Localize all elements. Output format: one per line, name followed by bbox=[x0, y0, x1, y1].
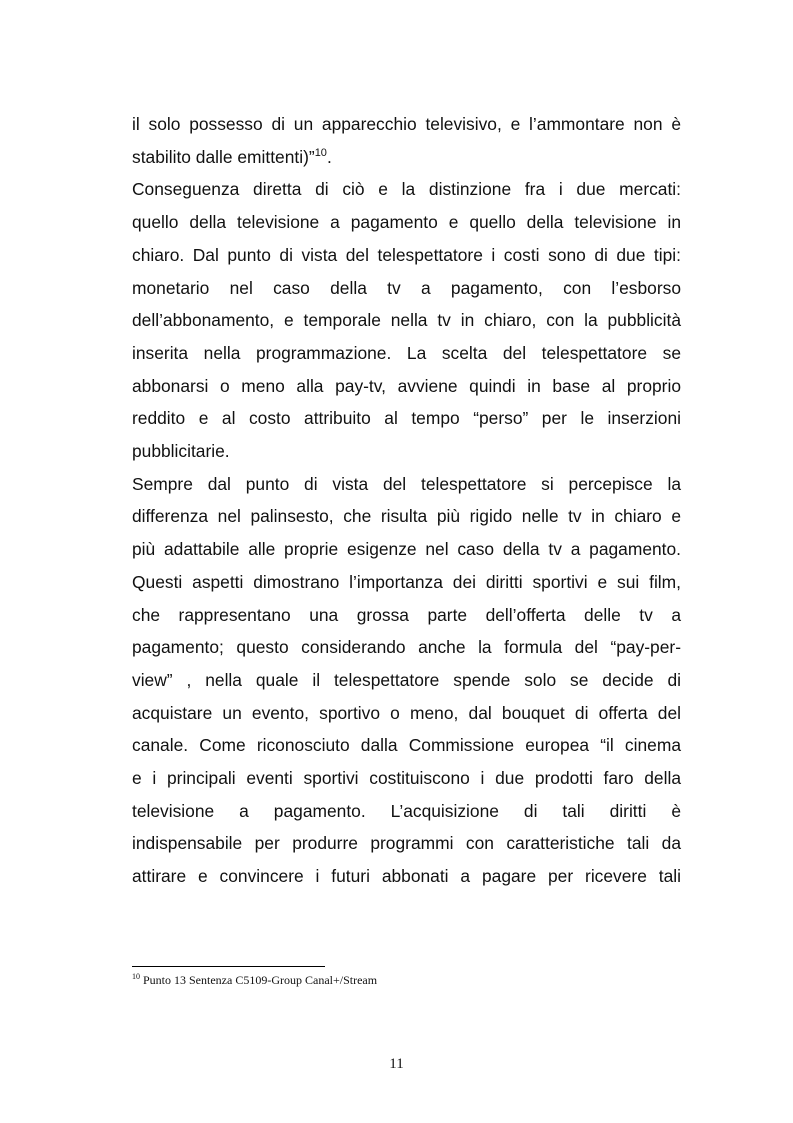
line-end: . bbox=[326, 146, 332, 167]
text-fragment: stabilito dalle emittenti)” bbox=[132, 146, 315, 167]
text-line: e i principali eventi sportivi costituiscono i due prodotti faro della bbox=[132, 768, 681, 789]
text-line-with-footnote bbox=[132, 141, 681, 174]
text-line: monetario nel caso della tv a pagamento, con l’esborso bbox=[132, 277, 681, 298]
text-line: chiaro. Dal punto di vista del telespettatore i costi sono di due tipi: bbox=[132, 244, 681, 265]
text-line: televisione a pagamento. L’acquisizione di tali diritti è bbox=[132, 800, 681, 821]
text-line: dell’abbonamento, e temporale nella tv in chiaro, con la pubblicità bbox=[132, 310, 681, 331]
text-line: view” , nella quale il telespettatore spende solo se decide di bbox=[132, 669, 681, 690]
footnote bbox=[132, 973, 377, 988]
text-line: pagamento; questo considerando anche la formula del “pay-per- bbox=[132, 637, 681, 658]
text-line: inserita nella programmazione. La scelta del telespettatore se bbox=[132, 342, 681, 363]
text-line: più adattabile alle proprie esigenze nel caso della tv a pagamento. bbox=[132, 539, 681, 560]
text-line: canale. Come riconosciuto dalla Commissione europea “il cinema bbox=[132, 735, 681, 756]
footnote-reference: 10 bbox=[314, 146, 327, 159]
text-line: acquistare un evento, sportivo o meno, dal bouquet di offerta del bbox=[132, 702, 681, 723]
text-line: attirare e convincere i futuri abbonati a pagare per ricevere tali bbox=[132, 866, 681, 887]
text-line: Conseguenza diretta di ciò e la distinzione fra i due mercati: bbox=[132, 179, 681, 200]
text-line: pubblicitarie. bbox=[132, 441, 230, 462]
text-line: Sempre dal punto di vista del telespettatore si percepisce la bbox=[132, 473, 681, 494]
text-line: il solo possesso di un apparecchio televisivo, e l’ammontare non è bbox=[132, 114, 681, 134]
text-line: differenza nel palinsesto, che risulta più rigido nelle tv in chiaro e bbox=[132, 506, 681, 527]
text-line: quello della televisione a pagamento e quello della televisione in bbox=[132, 212, 681, 233]
text-line: che rappresentano una grossa parte dell’offerta delle tv a bbox=[132, 604, 681, 625]
text-line: Questi aspetti dimostrano l’importanza dei diritti sportivi e sui film, bbox=[132, 571, 681, 592]
page-number: 11 bbox=[389, 1056, 404, 1072]
text-line: indispensabile per produrre programmi con caratteristiche tali da bbox=[132, 833, 681, 854]
footnote-text: Punto 13 Sentenza C5109-Group Canal+/Stream bbox=[143, 973, 378, 987]
body-text bbox=[132, 108, 681, 893]
text-line: abbonarsi o meno alla pay-tv, avviene quindi in base al proprio bbox=[132, 375, 681, 396]
footnote-divider bbox=[132, 966, 325, 967]
footnote-number: 10 bbox=[132, 972, 140, 981]
text-line: reddito e al costo attribuito al tempo “perso” per le inserzioni bbox=[132, 408, 681, 429]
